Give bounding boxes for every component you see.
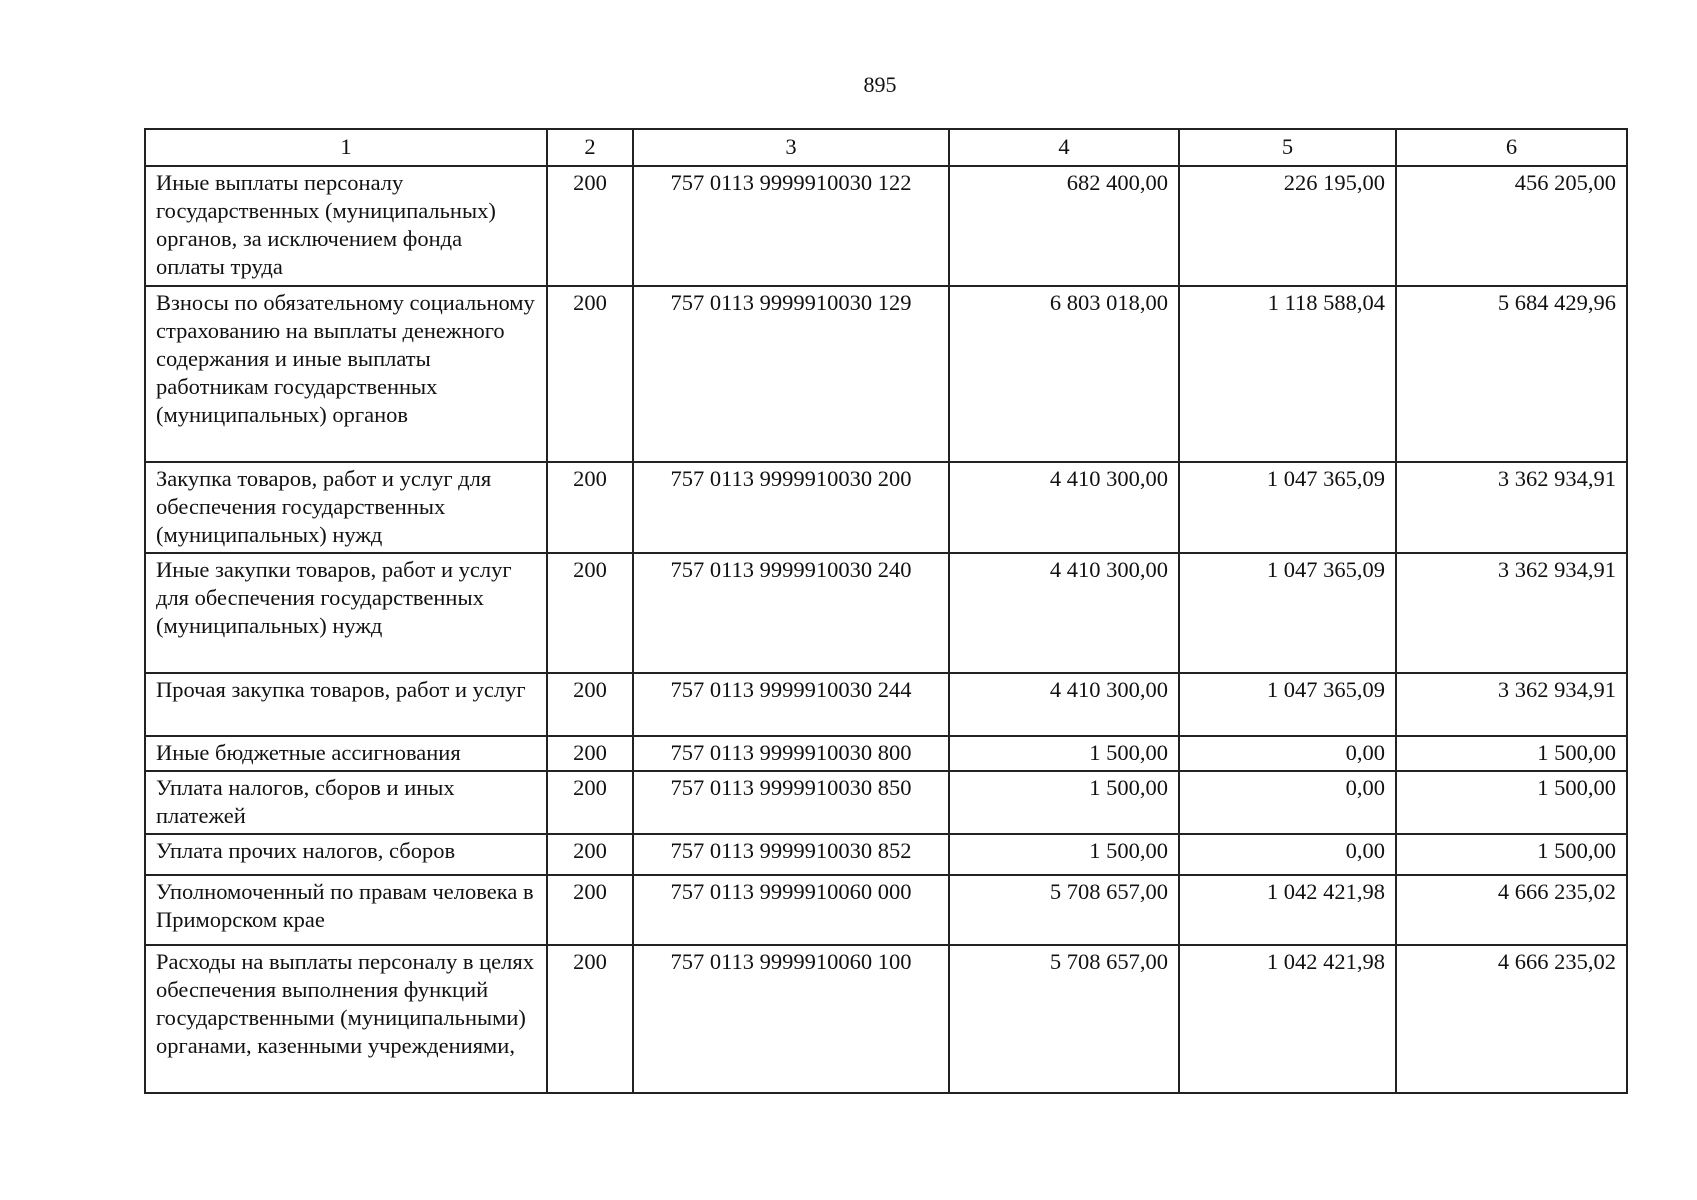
row-column-5: 1 118 588,04 xyxy=(1179,286,1396,462)
column-header: 2 xyxy=(547,129,633,166)
row-column-4: 5 708 657,00 xyxy=(949,875,1179,945)
header-row xyxy=(145,129,1627,166)
row-column-5: 226 195,00 xyxy=(1179,166,1396,286)
row-code: 757 0113 9999910030 200 xyxy=(633,462,949,553)
row-column-6: 1 500,00 xyxy=(1396,771,1627,834)
column-header: 1 xyxy=(145,129,547,166)
row-column-6: 4 666 235,02 xyxy=(1396,945,1627,1093)
row-code: 757 0113 9999910030 129 xyxy=(633,286,949,462)
row-column-6: 5 684 429,96 xyxy=(1396,286,1627,462)
row-code: 757 0113 9999910030 850 xyxy=(633,771,949,834)
table-row xyxy=(145,553,1627,673)
row-code: 757 0113 9999910060 000 xyxy=(633,875,949,945)
table-row xyxy=(145,673,1627,736)
row-column-6: 3 362 934,91 xyxy=(1396,553,1627,673)
row-column-5: 1 042 421,98 xyxy=(1179,945,1396,1093)
row-column-5: 1 047 365,09 xyxy=(1179,462,1396,553)
row-code: 757 0113 9999910030 240 xyxy=(633,553,949,673)
row-name: Прочая закупка товаров, работ и услуг xyxy=(145,673,547,736)
row-column-4: 1 500,00 xyxy=(949,736,1179,771)
table-row xyxy=(145,834,1627,875)
row-column-2: 200 xyxy=(547,462,633,553)
row-column-6: 1 500,00 xyxy=(1396,736,1627,771)
row-code: 757 0113 9999910060 100 xyxy=(633,945,949,1093)
row-column-4: 1 500,00 xyxy=(949,834,1179,875)
row-column-4: 4 410 300,00 xyxy=(949,673,1179,736)
row-name: Иные закупки товаров, работ и услуг для обеспечения государственных (муниципальных) нужд xyxy=(145,553,547,673)
table-row xyxy=(145,875,1627,945)
row-column-2: 200 xyxy=(547,166,633,286)
row-column-5: 0,00 xyxy=(1179,834,1396,875)
table-body xyxy=(145,166,1627,1093)
table-row xyxy=(145,771,1627,834)
row-column-6: 3 362 934,91 xyxy=(1396,673,1627,736)
column-header: 4 xyxy=(949,129,1179,166)
row-column-2: 200 xyxy=(547,834,633,875)
table-row xyxy=(145,462,1627,553)
table-header xyxy=(145,129,1627,166)
row-name: Уплата прочих налогов, сборов xyxy=(145,834,547,875)
row-name: Расходы на выплаты персоналу в целях обеспечения выполнения функций государственными (муниципальными) органами, казенными учреждениями, xyxy=(145,945,547,1093)
column-header: 6 xyxy=(1396,129,1627,166)
row-code: 757 0113 9999910030 244 xyxy=(633,673,949,736)
row-name: Уполномоченный по правам человека в Приморском крае xyxy=(145,875,547,945)
row-column-5: 1 042 421,98 xyxy=(1179,875,1396,945)
row-name: Взносы по обязательному социальному страхованию на выплаты денежного содержания и иные выплаты работникам государственных (муниципальных) органов xyxy=(145,286,547,462)
row-column-5: 1 047 365,09 xyxy=(1179,553,1396,673)
row-column-2: 200 xyxy=(547,673,633,736)
column-header: 3 xyxy=(633,129,949,166)
row-column-4: 5 708 657,00 xyxy=(949,945,1179,1093)
table-row xyxy=(145,166,1627,286)
row-column-4: 682 400,00 xyxy=(949,166,1179,286)
row-column-2: 200 xyxy=(547,553,633,673)
row-column-5: 0,00 xyxy=(1179,771,1396,834)
row-column-2: 200 xyxy=(547,736,633,771)
row-column-5: 0,00 xyxy=(1179,736,1396,771)
row-column-4: 4 410 300,00 xyxy=(949,553,1179,673)
row-column-2: 200 xyxy=(547,286,633,462)
row-column-2: 200 xyxy=(547,875,633,945)
row-column-4: 1 500,00 xyxy=(949,771,1179,834)
row-column-6: 3 362 934,91 xyxy=(1396,462,1627,553)
page-number: 895 xyxy=(863,72,897,97)
row-column-5: 1 047 365,09 xyxy=(1179,673,1396,736)
row-column-4: 4 410 300,00 xyxy=(949,462,1179,553)
row-column-4: 6 803 018,00 xyxy=(949,286,1179,462)
table-row xyxy=(145,945,1627,1093)
row-name: Иные бюджетные ассигнования xyxy=(145,736,547,771)
row-code: 757 0113 9999910030 122 xyxy=(633,166,949,286)
row-name: Закупка товаров, работ и услуг для обеспечения государственных (муниципальных) нужд xyxy=(145,462,547,553)
budget-table xyxy=(144,128,1628,1094)
row-code: 757 0113 9999910030 852 xyxy=(633,834,949,875)
row-name: Уплата налогов, сборов и иных платежей xyxy=(145,771,547,834)
row-column-6: 456 205,00 xyxy=(1396,166,1627,286)
row-code: 757 0113 9999910030 800 xyxy=(633,736,949,771)
row-column-6: 1 500,00 xyxy=(1396,834,1627,875)
column-header: 5 xyxy=(1179,129,1396,166)
table-row xyxy=(145,286,1627,462)
row-column-2: 200 xyxy=(547,771,633,834)
row-column-6: 4 666 235,02 xyxy=(1396,875,1627,945)
row-name: Иные выплаты персоналу государственных (муниципальных) органов, за исключением фонда оплаты труда xyxy=(145,166,547,286)
row-column-2: 200 xyxy=(547,945,633,1093)
table-row xyxy=(145,736,1627,771)
